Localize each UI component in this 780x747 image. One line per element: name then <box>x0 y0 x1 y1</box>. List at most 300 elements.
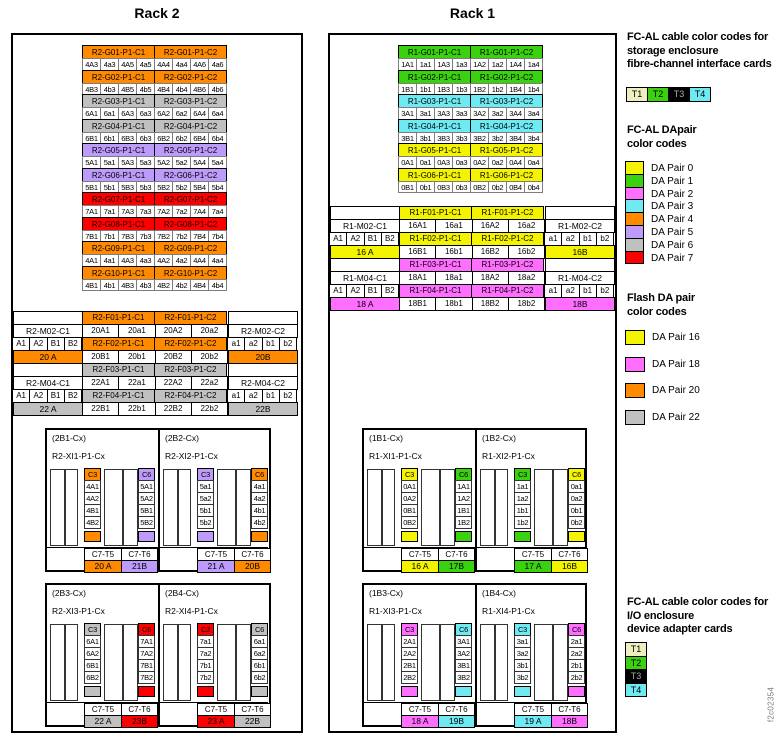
g-port-cell: 3b4 <box>524 132 543 145</box>
fm-f-port-row <box>400 219 546 233</box>
g-port-row <box>83 279 227 292</box>
legend-swatch-label: DA Pair 5 <box>651 226 694 238</box>
g-port-cell: 3b2 <box>488 132 507 145</box>
t-card-swatch: T1 <box>626 87 648 102</box>
g-port-cell: 6b3 <box>136 132 155 145</box>
g-port-cell: 0B1 <box>398 181 417 194</box>
xi-port-cell: 1B1 <box>455 504 472 517</box>
xi-enclosure-half <box>158 430 268 570</box>
xi-header <box>47 430 158 469</box>
xi-empty-slot <box>421 624 440 701</box>
fm-bar-row <box>330 297 400 311</box>
g-header-cell: R2-G09-P1-C1 <box>82 241 155 255</box>
xi-enclosure-half <box>158 585 268 725</box>
g-port-cell: 6a4 <box>208 107 227 120</box>
g-port-cell: 4B4 <box>190 279 209 292</box>
legend-swatch-label: DA Pair 6 <box>651 239 694 251</box>
g-header-row <box>399 94 543 108</box>
fm-adapter-label: R1-M04-C2 <box>545 271 615 285</box>
xi-port-cell: 7b1 <box>197 659 214 672</box>
xi-port-cell: 3B2 <box>455 671 472 684</box>
xi-da-bar: 18B <box>551 715 588 728</box>
fm-f-header-cell: R1-F03-P1-C1 <box>399 258 472 272</box>
legend-row <box>625 410 700 425</box>
legend-swatch-label: DA Pair 4 <box>651 214 694 226</box>
g-port-cell: 0A1 <box>398 156 417 169</box>
fm-spacer-cell <box>13 363 83 377</box>
fm-f-port-cell: 16A2 <box>472 219 509 233</box>
legend-color-swatch <box>625 187 644 201</box>
fm-da-bar: 20 A <box>13 350 83 364</box>
fm-spacer-cell <box>228 363 298 377</box>
xi-empty-slot <box>495 624 508 701</box>
xi-da-bar: 23B <box>121 715 158 728</box>
g-port-cell: 1A3 <box>434 58 453 71</box>
xi-da-bar: 22 A <box>84 715 122 728</box>
xi-column-header: C3 <box>197 623 214 636</box>
xi-c7-label: C7-T6 <box>234 548 271 561</box>
g-port-cell: 4A1 <box>82 254 101 267</box>
g-port-cell: 4B1 <box>82 279 101 292</box>
legend-color-swatch <box>625 357 645 372</box>
xi-port-cell: 3b2 <box>514 671 531 684</box>
g-port-cell: 4a2 <box>172 254 191 267</box>
xi-column-footer <box>138 686 155 697</box>
fm-side-port-cell: B1 <box>364 232 382 246</box>
fm-side-port-cell: A2 <box>29 337 47 351</box>
xi-column-header: C3 <box>514 468 531 481</box>
fm-side-port-cell: B2 <box>64 389 82 403</box>
g-port-cell: 4A2 <box>154 254 173 267</box>
xi-port-cell: 7B2 <box>138 671 155 684</box>
fm-f-port-cell: 16B2 <box>472 245 509 259</box>
xi-empty-slot <box>367 469 382 546</box>
legend-color-swatch <box>625 410 645 425</box>
g-port-cell: 4a3 <box>136 254 155 267</box>
g-port-cell: 4b6 <box>208 83 227 96</box>
xi-port-column <box>455 469 472 542</box>
xi-header <box>160 430 268 469</box>
xi-enclosure-half <box>47 585 158 725</box>
legend-io-title-line: device adapter cards <box>627 623 733 635</box>
fm-side-port-row <box>13 389 83 403</box>
legend-color-swatch <box>625 199 644 213</box>
g-port-cell: 3a3 <box>452 107 471 120</box>
legend-storage-title-line: storage enclosure <box>627 44 719 57</box>
g-header-cell: R2-G10-P1-C2 <box>154 266 227 280</box>
xi-port-cell: 6B2 <box>84 671 101 684</box>
g-port-cell: 5b4 <box>208 181 227 194</box>
xi-slot-zone <box>364 624 475 702</box>
fm-label-row <box>330 271 400 285</box>
fm-f-port-row <box>400 271 546 285</box>
rack2-io-enclosure-box-lower <box>45 583 271 727</box>
g-port-cell: 4B3 <box>82 83 101 96</box>
g-port-cell: 1a4 <box>524 58 543 71</box>
xi-port-column <box>568 624 585 697</box>
g-port-cell: 4a1 <box>100 254 119 267</box>
xi-port-column <box>401 469 418 542</box>
legend-flash-title <box>627 292 695 319</box>
g-port-cell: 4A5 <box>118 58 137 71</box>
xi-port-column <box>84 624 101 697</box>
g-port-cell: 1B3 <box>434 83 453 96</box>
fm-da-bar: 18 A <box>330 297 400 311</box>
xi-adapter-name: R1-XI2-P1-Cx <box>482 451 535 461</box>
xi-location-tag: (2B1-Cx) <box>52 433 87 443</box>
xi-port-cell: 6A1 <box>84 635 101 648</box>
xi-port-cell: 2B1 <box>401 659 418 672</box>
xi-port-cell: 5B2 <box>138 516 155 529</box>
g-port-cell: 6a2 <box>172 107 191 120</box>
xi-empty-slot <box>480 469 495 546</box>
xi-empty-slot <box>367 624 382 701</box>
xi-port-column <box>197 624 214 697</box>
g-port-cell: 5b3 <box>136 181 155 194</box>
g-port-cell: 6B3 <box>118 132 137 145</box>
fm-f-port-cell: 16A1 <box>399 219 436 233</box>
t-card-swatch: T4 <box>689 87 711 102</box>
g-port-cell: 3a1 <box>416 107 435 120</box>
g-port-cell: 5A1 <box>82 156 101 169</box>
fm-label-row <box>13 324 83 338</box>
xi-port-cell: 4b1 <box>251 504 268 517</box>
xi-port-column <box>138 469 155 542</box>
g-header-row <box>399 143 543 157</box>
fm-da-bar: 16 A <box>330 245 400 259</box>
g-header-cell: R1-G01-P1-C2 <box>470 45 543 59</box>
g-port-cell: 4A6 <box>190 58 209 71</box>
fm-spacer-cell <box>545 258 615 272</box>
g-port-cell: 3B4 <box>506 132 525 145</box>
g-port-cell: 4b4 <box>208 279 227 292</box>
g-port-cell: 3A1 <box>398 107 417 120</box>
fm-f-port-cell: 20A2 <box>155 324 192 338</box>
xi-port-cell: 7A1 <box>138 635 155 648</box>
fm-spacer-row <box>545 206 615 220</box>
xi-empty-slot <box>382 469 395 546</box>
g-port-cell: 0B4 <box>506 181 525 194</box>
xi-bottom-band <box>364 547 475 574</box>
legend-row <box>625 357 700 372</box>
fm-f-port-row <box>83 376 229 390</box>
xi-empty-slot <box>236 469 251 546</box>
g-port-cell: 3B2 <box>470 132 489 145</box>
g-header-cell: R2-G05-P1-C2 <box>154 143 227 157</box>
g-port-cell: 5B4 <box>190 181 209 194</box>
xi-bottom-band <box>477 547 585 574</box>
g-port-cell: 0A3 <box>434 156 453 169</box>
legend-swatch-label: DA Pair 20 <box>652 385 700 396</box>
xi-c7-label: C7-T5 <box>84 703 122 716</box>
xi-slot-zone <box>160 624 268 702</box>
g-port-cell: 0A4 <box>506 156 525 169</box>
xi-port-cell: 0a2 <box>568 492 585 505</box>
legend-color-swatch <box>625 251 644 265</box>
g-port-cell: 7b4 <box>208 230 227 243</box>
xi-port-cell: 6a1 <box>251 635 268 648</box>
fm-f-header-cell: R1-F04-P1-C1 <box>399 284 472 298</box>
g-port-cell: 4B2 <box>154 279 173 292</box>
fm-f-port-cell: 18B1 <box>399 297 436 311</box>
fm-f-port-cell: 22B1 <box>82 402 119 416</box>
fm-side-port-row <box>228 337 298 351</box>
xi-port-cell: 4B2 <box>84 516 101 529</box>
fm-spacer-cell <box>330 206 400 220</box>
xi-port-cell: 6a2 <box>251 647 268 660</box>
xi-empty-slot <box>534 624 553 701</box>
xi-column-header: C6 <box>568 468 585 481</box>
g-port-cell: 4A3 <box>82 58 101 71</box>
fm-f-port-cell: 20B1 <box>82 350 119 364</box>
xi-column-footer <box>84 686 101 697</box>
legend-io-title <box>627 596 768 637</box>
fm-spacer-row <box>228 311 298 325</box>
xi-port-cell: 1A2 <box>455 492 472 505</box>
g-port-cell: 7A2 <box>154 205 173 218</box>
xi-empty-slot <box>50 624 65 701</box>
fm-bar-row <box>228 350 298 364</box>
fm-bar-row <box>13 402 83 416</box>
xi-adapter-name: R1-XI3-P1-Cx <box>369 606 422 616</box>
fm-middle-table <box>400 207 546 311</box>
xi-column-header: C6 <box>251 468 268 481</box>
g-port-cell: 5A2 <box>154 156 173 169</box>
xi-da-bar: 19 A <box>514 715 552 728</box>
legend-flash-pair-stack <box>625 330 700 436</box>
xi-da-bar: 20 A <box>84 560 122 573</box>
xi-port-cell: 1a1 <box>514 480 531 493</box>
xi-location-tag: (1B4-Cx) <box>482 588 517 598</box>
g-port-cell: 3B1 <box>398 132 417 145</box>
t-card-swatch: T2 <box>625 656 647 671</box>
fm-side-table <box>228 312 298 416</box>
xi-port-column <box>251 624 268 697</box>
g-port-cell: 7B3 <box>118 230 137 243</box>
fm-side-port-cell: b1 <box>262 389 280 403</box>
xi-location-tag: (1B2-Cx) <box>482 433 517 443</box>
legend-storage-title-line: fibre-channel interface cards <box>627 58 772 70</box>
fm-f-header-row <box>400 258 546 272</box>
xi-column-header: C6 <box>138 623 155 636</box>
xi-column-header: C3 <box>514 623 531 636</box>
rack1-fm-section <box>330 207 615 313</box>
fm-f-port-cell: 16a2 <box>508 219 545 233</box>
g-port-cell: 3b3 <box>452 132 471 145</box>
xi-empty-slot <box>178 624 191 701</box>
xi-c7-label: C7-T6 <box>121 703 158 716</box>
fm-side-port-cell: b1 <box>262 337 280 351</box>
legend-flash-title-line: color codes <box>627 305 687 318</box>
xi-port-cell: 5A1 <box>138 480 155 493</box>
xi-port-column <box>514 469 531 542</box>
g-port-cell: 5B3 <box>118 181 137 194</box>
g-port-cell: 4B5 <box>118 83 137 96</box>
fm-bar-row <box>545 245 615 259</box>
xi-empty-slot <box>382 624 395 701</box>
g-port-cell: 6A3 <box>118 107 137 120</box>
fm-side-port-cell: A1 <box>329 232 347 246</box>
figure-id: f2c02354 <box>766 686 776 723</box>
g-port-cell: 6B4 <box>190 132 209 145</box>
fm-bar-row <box>545 297 615 311</box>
xi-port-cell: 4a1 <box>251 480 268 493</box>
g-port-cell: 7A3 <box>118 205 137 218</box>
fm-f-port-cell: 16a1 <box>435 219 472 233</box>
fm-side-port-cell: b1 <box>579 284 597 298</box>
xi-empty-slot <box>440 624 455 701</box>
g-header-row <box>399 70 543 84</box>
g-port-cell: 0a3 <box>452 156 471 169</box>
fm-f-port-cell: 18B2 <box>472 297 509 311</box>
g-port-cell: 3A4 <box>506 107 525 120</box>
xi-da-bar: 18 A <box>401 715 439 728</box>
xi-enclosure-half <box>475 430 585 570</box>
fm-side-port-cell: A2 <box>346 232 364 246</box>
rack1-interface-card-table <box>399 46 543 193</box>
xi-bottom-band <box>47 702 158 729</box>
fm-side-port-cell: B1 <box>47 337 65 351</box>
xi-empty-slot <box>217 624 236 701</box>
t-card-swatch: T3 <box>668 87 690 102</box>
fm-side-port-cell: A1 <box>329 284 347 298</box>
xi-port-cell: 3A2 <box>455 647 472 660</box>
xi-port-cell: 1A1 <box>455 480 472 493</box>
g-header-row <box>83 70 227 84</box>
xi-port-cell: 0B1 <box>401 504 418 517</box>
fm-side-port-row <box>330 284 400 298</box>
xi-column-header: C3 <box>197 468 214 481</box>
xi-da-bar: 22B <box>234 715 271 728</box>
g-port-cell: 0b3 <box>452 181 471 194</box>
g-port-cell: 0b4 <box>524 181 543 194</box>
xi-header <box>47 585 158 624</box>
g-port-cell: 4b3 <box>100 83 119 96</box>
g-header-cell: R2-G06-P1-C1 <box>82 168 155 182</box>
xi-column-footer <box>401 531 418 542</box>
xi-adapter-name: R1-XI4-P1-Cx <box>482 606 535 616</box>
xi-bottom-band <box>160 547 268 574</box>
g-port-cell: 5b1 <box>100 181 119 194</box>
g-port-cell: 6b2 <box>172 132 191 145</box>
g-port-cell: 5A3 <box>118 156 137 169</box>
g-port-cell: 4b1 <box>100 279 119 292</box>
fm-adapter-label: R2-M02-C2 <box>228 324 298 338</box>
xi-column-footer <box>197 686 214 697</box>
fm-side-port-cell: A2 <box>346 284 364 298</box>
fm-side-port-cell: a1 <box>227 337 245 351</box>
rack2-fm-section <box>13 312 298 418</box>
xi-adapter-name: R2-XI4-P1-Cx <box>165 606 218 616</box>
xi-column-header: C3 <box>84 468 101 481</box>
xi-c7-label: C7-T6 <box>234 703 271 716</box>
g-header-cell: R2-G08-P1-C2 <box>154 217 227 231</box>
g-port-cell: 3A2 <box>470 107 489 120</box>
t-card-swatch: T3 <box>625 669 647 684</box>
legend-swatch-label: DA Pair 16 <box>652 332 700 343</box>
xi-port-cell: 2b2 <box>568 671 585 684</box>
g-port-cell: 6b4 <box>208 132 227 145</box>
fm-f-port-row <box>400 297 546 311</box>
fm-side-port-cell: B2 <box>381 284 399 298</box>
fm-side-port-row <box>545 284 615 298</box>
legend-color-swatch <box>625 383 645 398</box>
xi-port-cell: 6A2 <box>84 647 101 660</box>
xi-empty-slot <box>534 469 553 546</box>
xi-da-bar: 23 A <box>197 715 235 728</box>
g-port-cell: 5a3 <box>136 156 155 169</box>
xi-enclosure-half <box>475 585 585 725</box>
g-port-cell: 1B4 <box>506 83 525 96</box>
g-header-row <box>83 119 227 133</box>
fm-f-port-cell: 20B2 <box>155 350 192 364</box>
fm-side-port-cell: A2 <box>29 389 47 403</box>
fm-side-port-cell: B2 <box>381 232 399 246</box>
xi-c7-label: C7-T6 <box>121 548 158 561</box>
g-port-cell: 3a2 <box>488 107 507 120</box>
xi-c7-label: C7-T6 <box>551 703 588 716</box>
g-port-cell: 4A4 <box>154 58 173 71</box>
legend-row <box>625 383 700 398</box>
g-port-cell: 7a1 <box>100 205 119 218</box>
legend-swatch-label: DA Pair 18 <box>652 358 700 370</box>
legend-io-title-line: I/O enclosure <box>627 609 695 622</box>
fm-spacer-row <box>13 363 83 377</box>
rack1-title: Rack 1 <box>449 5 496 21</box>
g-header-cell: R2-G04-P1-C1 <box>82 119 155 133</box>
xi-empty-slot <box>440 469 455 546</box>
g-port-cell: 6B1 <box>82 132 101 145</box>
fm-f-port-cell: 18A2 <box>472 271 509 285</box>
xi-da-bar: 16 A <box>401 560 439 573</box>
xi-port-cell: 3B1 <box>455 659 472 672</box>
g-port-cell: 1b2 <box>488 83 507 96</box>
fm-f-port-cell: 22b2 <box>191 402 228 416</box>
g-port-cell: 1a1 <box>416 58 435 71</box>
xi-empty-slot <box>178 469 191 546</box>
g-port-cell: 7B1 <box>82 230 101 243</box>
xi-column-footer <box>401 686 418 697</box>
g-port-cell: 4b5 <box>136 83 155 96</box>
xi-column-footer <box>455 686 472 697</box>
fm-f-port-cell: 22b1 <box>118 402 155 416</box>
xi-port-cell: 2a2 <box>568 647 585 660</box>
fm-f-port-cell: 22A1 <box>82 376 119 390</box>
g-port-cell: 1A2 <box>470 58 489 71</box>
g-port-cell: 5A4 <box>190 156 209 169</box>
fm-adapter-label: R1-M04-C1 <box>330 271 400 285</box>
legend-t-card-strip <box>627 87 711 102</box>
legend-dapair-title <box>627 124 697 151</box>
g-port-cell: 4a4 <box>208 254 227 267</box>
g-header-cell: R2-G01-P1-C2 <box>154 45 227 59</box>
xi-header <box>364 430 475 469</box>
xi-c7-label: C7-T6 <box>551 548 588 561</box>
fm-side-port-cell: a1 <box>544 284 562 298</box>
xi-header <box>477 585 585 624</box>
legend-row <box>625 252 693 265</box>
xi-location-tag: (1B1-Cx) <box>369 433 404 443</box>
xi-port-cell: 0A2 <box>401 492 418 505</box>
rack1-frame <box>328 33 617 733</box>
legend-color-swatch <box>625 225 644 239</box>
xi-column-header: C6 <box>455 468 472 481</box>
xi-port-cell: 0b2 <box>568 516 585 529</box>
fm-f-header-cell: R2-F01-P1-C1 <box>82 311 155 325</box>
fm-f-port-cell: 18a2 <box>508 271 545 285</box>
fm-label-row <box>228 376 298 390</box>
xi-adapter-name: R2-XI2-P1-Cx <box>165 451 218 461</box>
